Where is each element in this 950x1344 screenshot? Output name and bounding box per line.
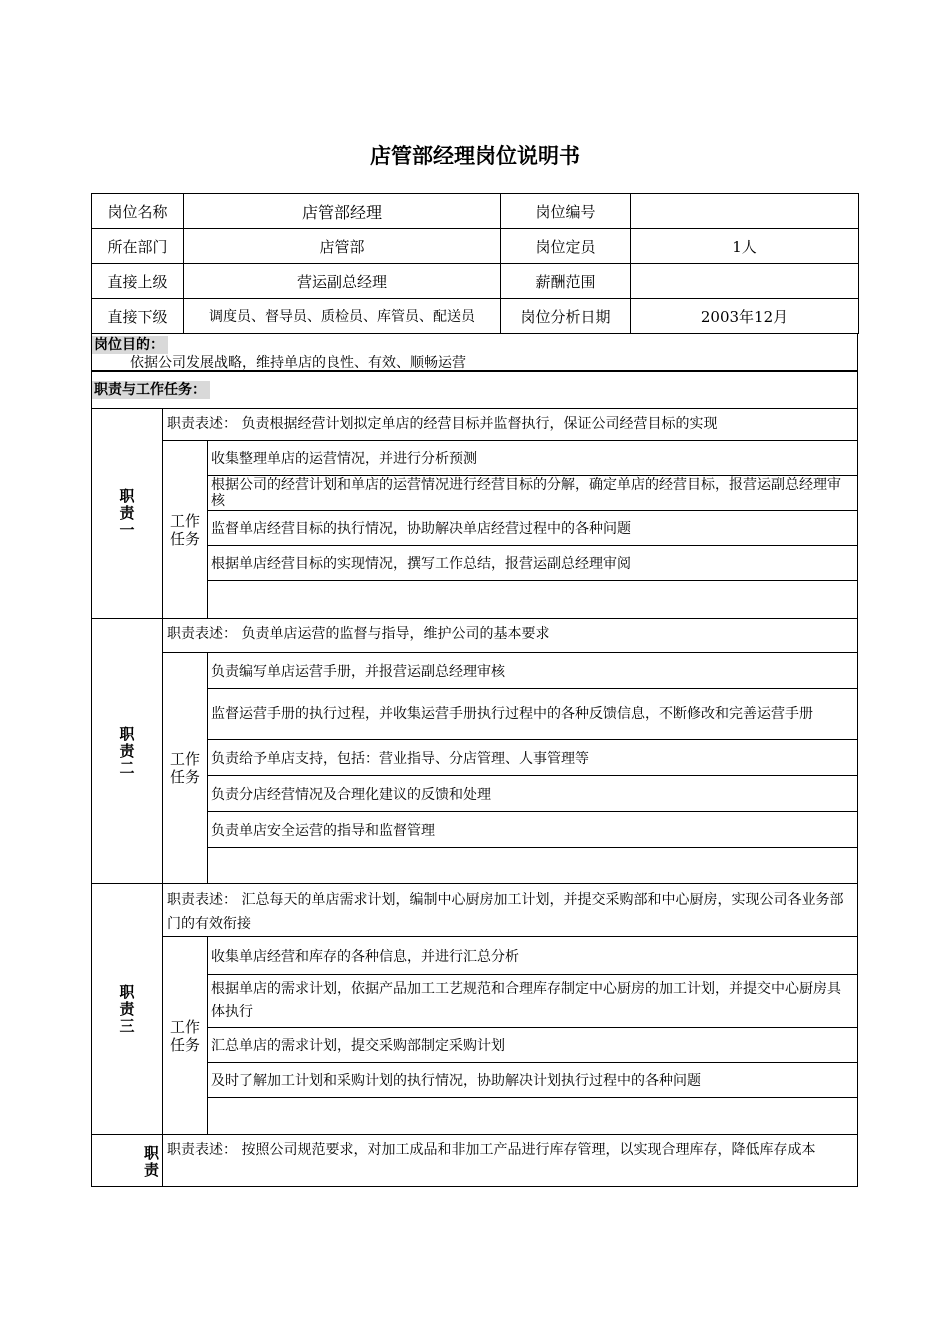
task-item: 收集单店经营和库存的各种信息，并进行汇总分析 xyxy=(208,937,857,975)
task-list xyxy=(208,441,857,618)
duty-description: 职责表述： 负责根据经营计划拟定单店的经营目标并监督执行，保证公司经营目标的实现 xyxy=(163,409,857,441)
info-row xyxy=(92,264,859,299)
duty-block xyxy=(91,1135,858,1187)
info-value: 1人 xyxy=(631,229,859,264)
task-item: 及时了解加工计划和采购计划的执行情况，协助解决计划执行过程中的各种问题 xyxy=(208,1063,857,1098)
task-item: 根据公司的经营计划和单店的运营情况进行经营目标的分解，确定单店的经营目标，报营运副总经理审核 xyxy=(208,476,857,511)
duty-label: 职责二 xyxy=(92,619,163,883)
duty-block xyxy=(91,884,858,1135)
info-value: 店管部 xyxy=(184,229,501,264)
page-title: 店管部经理岗位说明书 xyxy=(370,144,580,168)
info-row xyxy=(92,194,859,229)
task-item: 负责给予单店支持，包括：营业指导、分店管理、人事管理等 xyxy=(208,740,857,776)
info-label: 直接上级 xyxy=(92,264,184,299)
info-label: 岗位分析日期 xyxy=(501,299,631,334)
duty-label: 职责一 xyxy=(92,409,163,618)
duty-description: 职责表述： 负责单店运营的监督与指导，维护公司的基本要求 xyxy=(163,619,857,653)
task-item: 根据单店的需求计划，依据产品加工工艺规范和合理库存制定中心厨房的加工计划，并提交中心厨房具体执行 xyxy=(208,975,857,1028)
info-label: 岗位名称 xyxy=(92,194,184,229)
task-item: 负责编写单店运营手册，并报营运副总经理审核 xyxy=(208,653,857,689)
task-item: 收集整理单店的运营情况，并进行分析预测 xyxy=(208,441,857,476)
info-label: 所在部门 xyxy=(92,229,184,264)
task-item: 监督运营手册的执行过程，并收集运营手册执行过程中的各种反馈信息，不断修改和完善运营手册 xyxy=(208,689,857,740)
info-label: 直接下级 xyxy=(92,299,184,334)
info-label: 岗位编号 xyxy=(501,194,631,229)
info-value: 店管部经理 xyxy=(184,194,501,229)
duty-label: 职责 xyxy=(92,1135,163,1186)
purpose-section xyxy=(91,334,858,372)
info-value: 调度员、督导员、质检员、库管员、配送员 xyxy=(184,299,501,334)
info-label: 薪酬范围 xyxy=(501,264,631,299)
task-list xyxy=(208,937,857,1134)
duty-block xyxy=(91,619,858,884)
duties-header-label: 职责与工作任务： xyxy=(92,381,210,399)
duties-header xyxy=(91,372,858,409)
task-item xyxy=(208,1098,857,1134)
purpose-label: 岗位目的： xyxy=(92,336,168,354)
duty-description: 职责表述： 汇总每天的单店需求计划，编制中心厨房加工计划，并提交采购部和中心厨房，实现公司各业务部门的有效衔接 xyxy=(163,884,857,937)
task-label: 工作任务 xyxy=(169,511,200,548)
info-value: 营运副总经理 xyxy=(184,264,501,299)
task-item: 根据单店经营目标的实现情况，撰写工作总结，报营运副总经理审阅 xyxy=(208,546,857,581)
info-label: 岗位定员 xyxy=(501,229,631,264)
duty-description: 职责表述： 按照公司规范要求，对加工成品和非加工产品进行库存管理，以实现合理库存，降低库存成本 xyxy=(167,1142,816,1158)
task-item: 监督单店经营目标的执行情况，协助解决单店经营过程中的各种问题 xyxy=(208,511,857,546)
task-item xyxy=(208,848,857,883)
duty-label: 职责三 xyxy=(92,884,163,1134)
basic-info-table xyxy=(91,193,859,334)
info-row xyxy=(92,229,859,264)
task-label: 工作任务 xyxy=(169,1017,200,1054)
info-row xyxy=(92,299,859,334)
duty-block xyxy=(91,409,858,619)
task-item: 汇总单店的需求计划，提交采购部制定采购计划 xyxy=(208,1028,857,1063)
purpose-text: 依据公司发展战略，维持单店的良性、有效、顺畅运营 xyxy=(130,355,466,371)
task-item xyxy=(208,581,857,618)
info-value: 2003年12月 xyxy=(631,299,859,334)
task-item: 负责分店经营情况及合理化建议的反馈和处理 xyxy=(208,776,857,812)
info-value xyxy=(631,264,859,299)
task-item: 负责单店安全运营的指导和监督管理 xyxy=(208,812,857,848)
task-list xyxy=(208,653,857,883)
task-label: 工作任务 xyxy=(169,750,200,786)
info-value xyxy=(631,194,859,229)
job-description-form xyxy=(91,193,858,1187)
